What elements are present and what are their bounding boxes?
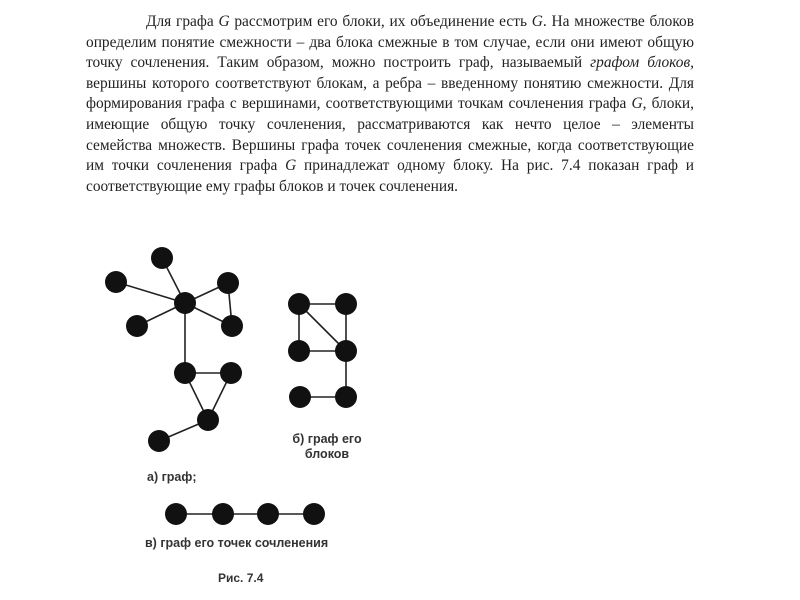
text-run: вершины которого соответствуют блокам, а ребра – введенному понятию смежности. Для формирования графа с вершинами, соответствующими точкам сочленения графа	[86, 74, 694, 113]
vertex	[197, 409, 219, 431]
symbol-G: G	[631, 95, 643, 113]
vertex	[126, 315, 148, 337]
vertex	[288, 340, 310, 362]
vertex	[289, 386, 311, 408]
symbol-G: G	[218, 13, 230, 30]
graph-a-nodes	[105, 247, 243, 452]
vertex	[174, 362, 196, 384]
symbol-G: G	[285, 157, 297, 175]
vertex	[174, 292, 196, 314]
vertex	[303, 503, 325, 525]
vertex	[257, 503, 279, 525]
vertex	[288, 293, 310, 315]
caption-b: б) граф его блоков	[292, 432, 362, 461]
vertex	[221, 315, 243, 337]
caption-a: а) граф;	[147, 470, 197, 484]
vertex	[212, 503, 234, 525]
vertex	[217, 272, 239, 294]
vertex	[151, 247, 173, 269]
text-run: Для графа	[146, 13, 219, 30]
text-run: . На множестве блоков определим понятие смежности – два блока смежные в том случае, если они имеют общую точку сочленения. Таким образом, можно построить граф, называемый	[86, 13, 694, 72]
vertex	[148, 430, 170, 452]
text-run: принадлежат одному блоку. На рис. 7.4 показан граф и соответствующие ему графы блоков и точек сочленения.	[86, 157, 694, 195]
text-run: , блоки, имеющие общую точку сочленения, рассматриваются как нечто целое – элементы семейства множеств. Вершины графа точек сочленения смежные, когда соответствующие им точки сочленения графа	[86, 95, 694, 175]
vertex	[165, 503, 187, 525]
vertex	[220, 362, 242, 384]
term-block-graph: графом блоков,	[590, 54, 695, 72]
vertex	[335, 386, 357, 408]
figure-caption: Рис. 7.4	[218, 571, 264, 585]
caption-c: в) граф его точек сочленения	[145, 536, 329, 550]
symbol-G: G	[531, 13, 543, 30]
vertex	[105, 271, 127, 293]
vertex	[335, 293, 357, 315]
text-run: рассмотрим его блоки, их объединение есть	[229, 13, 532, 30]
vertex	[335, 340, 357, 362]
